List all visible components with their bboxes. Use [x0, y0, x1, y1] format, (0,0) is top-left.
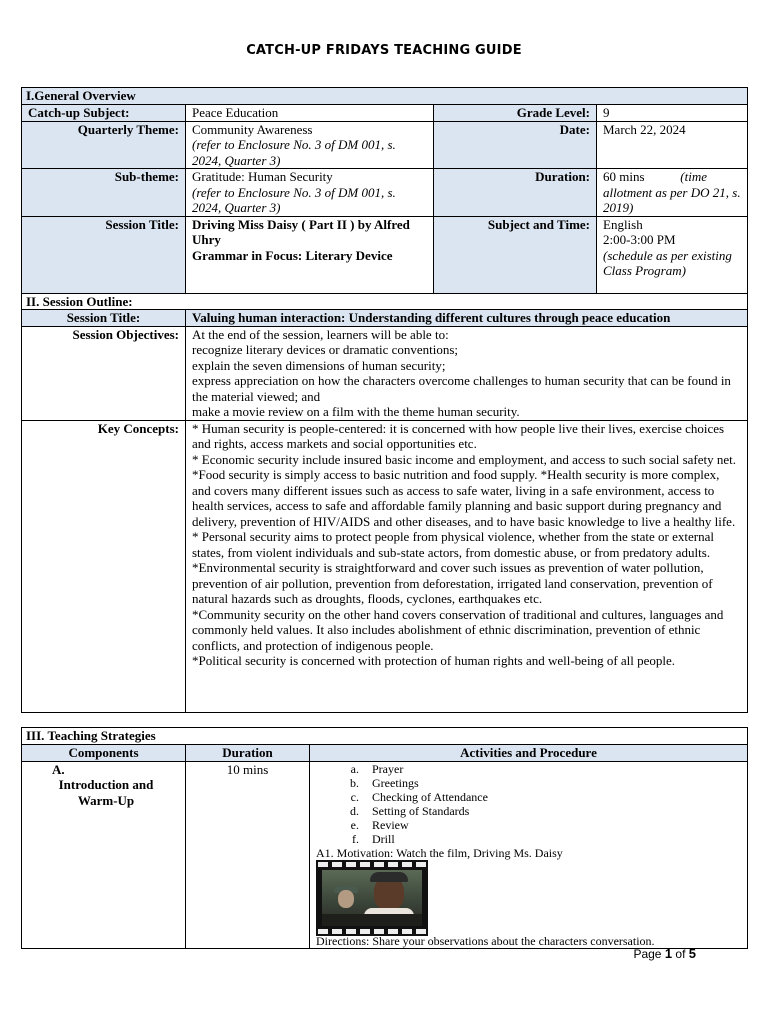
session-title-line1: Driving Miss Daisy ( Part II ) by Alfred Uhry: [192, 216, 410, 247]
outline-title-label: Session Title:: [22, 310, 186, 327]
theme-label: Quarterly Theme:: [22, 121, 186, 169]
objectives-item: recognize literary devices or dramatic conventions;: [192, 342, 459, 357]
activity-item: d. Setting of Standards: [362, 804, 741, 818]
session-title-line2: Grammar in Focus: Literary Device: [192, 247, 393, 263]
subject-value: Peace Education: [186, 105, 434, 122]
subject-time-cell: [597, 216, 748, 293]
col-components-header: Components: [22, 745, 186, 762]
duration-cell: [597, 169, 748, 217]
component-letter: A.: [52, 761, 65, 777]
objectives-item: express appreciation on how the characters overcome challenges to human security that can be found in the material viewed; and: [192, 373, 731, 404]
objectives-item: make a movie review on a film with the theme human security.: [192, 404, 520, 419]
key-concepts-label: Key Concepts:: [22, 420, 186, 712]
date-label: Date:: [434, 121, 597, 169]
objectives-item: explain the seven dimensions of human security;: [192, 357, 446, 373]
activity-item: e. Review: [362, 818, 741, 832]
theme-value: Community Awareness: [192, 121, 313, 137]
duration-value: 60 mins: [603, 169, 645, 184]
key-concept-item: *Political security is concerned with protection of human rights and well-being of all people.: [192, 653, 676, 668]
of-word: of: [675, 947, 686, 961]
key-concept-item: *Environmental security is straightforward and cover such issues as prevention of water pollution, prevention of air pollution, prevention from deforestation, irrigated land conservation, prevention of natural hazards such as droughts, floods, cyclones, earthquakes etc.: [192, 560, 713, 606]
intro-activities-cell: [310, 761, 748, 948]
general-overview-table: [21, 87, 748, 713]
film-still-image: [318, 862, 426, 934]
subject-time-line2: 2:00-3:00 PM: [603, 232, 676, 247]
theme-cell: [186, 121, 434, 169]
activity-item: c. Checking of Attendance: [362, 790, 741, 804]
key-concept-item: * Personal security aims to protect people from physical violence, whether from the state or external states, from violent individuals and sub-state actors, from domestic abuse, or from predatory adults.: [192, 529, 714, 560]
subtheme-label: Sub-theme:: [22, 169, 186, 217]
activities-list: [316, 762, 741, 846]
objectives-label: Session Objectives:: [22, 326, 186, 420]
theme-reference: (refer to Enclosure No. 3 of DM 001, s. 2024, Quarter 3): [192, 137, 396, 168]
page-total: 5: [688, 946, 696, 961]
page-footer: [633, 946, 696, 961]
directions-text: Directions: Share your observations about the characters conversation.: [316, 933, 655, 948]
grade-label: Grade Level:: [434, 105, 597, 122]
page-number: 1: [664, 946, 673, 961]
subject-time-note: (schedule as per existing Class Program): [603, 247, 732, 278]
key-concept-item: *Community security on the other hand covers conservation of traditional and cultures, languages and commonly held values. It also includes abolishment of ethnic discrimination, prevention of ethnic conflicts, and protection of indigenous people.: [192, 606, 724, 653]
key-concepts-cell: [186, 420, 748, 712]
teaching-strategies-table: [21, 727, 748, 949]
activity-item: f. Drill: [362, 832, 741, 846]
session-outline-heading: II. Session Outline:: [22, 293, 748, 310]
subtheme-reference: (refer to Enclosure No. 3 of DM 001, s. 2024, Quarter 3): [192, 184, 396, 215]
objectives-item: At the end of the session, learners will be able to:: [192, 326, 449, 342]
document-title: CATCH-UP FRIDAYS TEACHING GUIDE: [246, 43, 522, 58]
component-intro-cell: [22, 761, 186, 948]
objectives-cell: [186, 326, 748, 420]
grade-value: 9: [597, 105, 748, 122]
key-concept-item: *Food security is simply access to basic nutrition and food supply. *Health security is more complex, and covers many different issues such as access to safe water, living in a safe environment, access to health services, access to safe and affordable family planning and basic support during pregnancy and delivery, prevention of HIV/AIDS and other diseases, and to have basic knowledge to live a healthy life.: [192, 467, 736, 529]
subtheme-cell: [186, 169, 434, 217]
component-intro-label: Introduction and Warm-Up: [58, 777, 154, 808]
page-word: Page: [633, 947, 662, 961]
duration-note: (time allotment as per DO 21, s. 2019): [603, 169, 741, 215]
motivation-text: A1. Motivation: Watch the film, Driving Ms. Daisy: [316, 845, 563, 860]
key-concept-item: * Human security is people-centered: it is concerned with how people live their lives, exercise choices and rights, access markets and social opportunities etc.: [192, 420, 725, 451]
session-title-label: Session Title:: [22, 216, 186, 293]
duration-label: Duration:: [434, 169, 597, 217]
col-duration-header: Duration: [186, 745, 310, 762]
teaching-strategies-heading: III. Teaching Strategies: [22, 728, 748, 745]
date-value: March 22, 2024: [597, 121, 748, 169]
activity-item: b. Greetings: [362, 776, 741, 790]
subject-time-label: Subject and Time:: [434, 216, 597, 293]
subtheme-value: Gratitude: Human Security: [192, 169, 333, 184]
general-overview-heading: I.General Overview: [22, 88, 748, 105]
key-concept-item: * Economic security include insured basic income and employment, and access to such social safety net.: [192, 451, 737, 467]
col-activities-header: Activities and Procedure: [310, 745, 748, 762]
intro-duration: 10 mins: [186, 761, 310, 948]
outline-title-value: Valuing human interaction: Understanding different cultures through peace education: [186, 310, 748, 327]
activity-item: a. Prayer: [362, 762, 741, 776]
subject-label: Catch-up Subject:: [22, 105, 186, 122]
subject-time-line1: English: [603, 216, 643, 232]
session-title-cell: [186, 216, 434, 293]
